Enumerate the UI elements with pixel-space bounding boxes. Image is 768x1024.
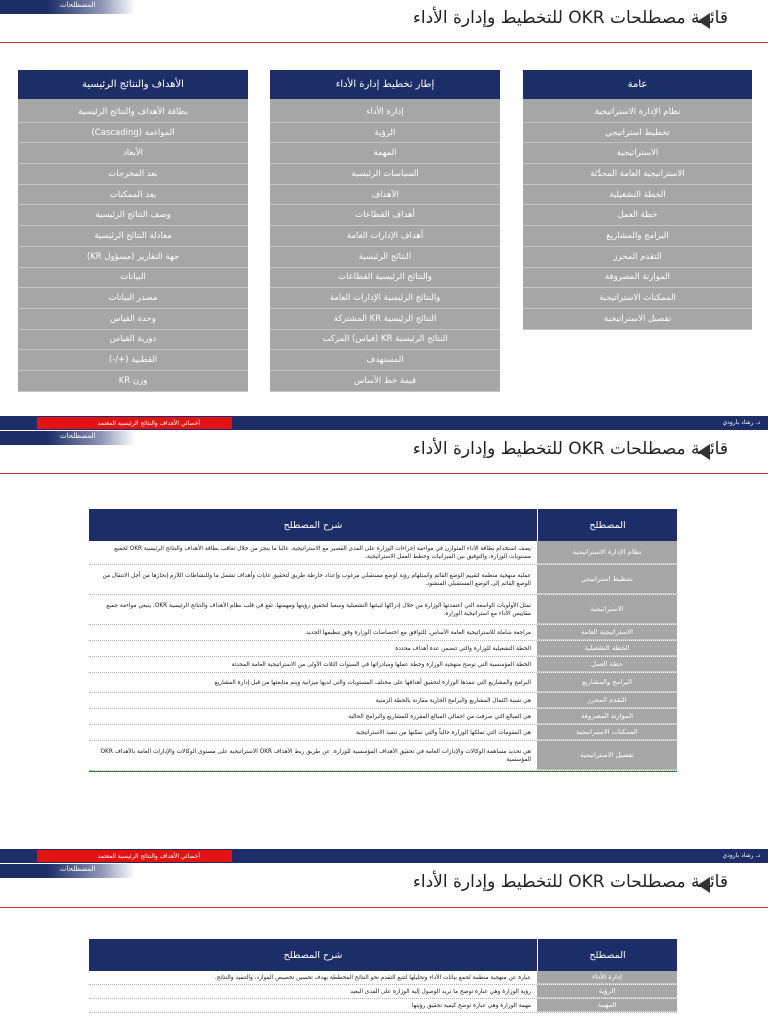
term-item: التقدم المحرز [523,247,752,268]
term-cell: تفصيل الاستراتيجية [537,741,677,770]
table-row [89,625,677,641]
column-body [270,99,500,392]
definition-text: البرامج والمشاريع التي تنفذها الوزارة لتحقيق أهدافها على مختلف المستويات والتي لديها ميزانية ويتم متابعتها من قبل إدارة المشاريع [214,679,531,686]
term-item: أهداف القطاعات [270,205,500,226]
column-header: عامة [523,70,752,99]
table-row [89,725,677,741]
term-item: وزن KR [18,371,248,392]
term-item: بطاقة الأهداف والنتائج الرئيسية [18,102,248,123]
term-item: مصدر البيانات [18,288,248,309]
title-divider [0,42,768,43]
term-item: النتائج الرئيسية KR (قياس) المركب [270,330,500,351]
definition-text: هي تحديد مساهمة الوكالات والإدارات العامة في تحقيق الأهداف المؤسسية للوزارة، عن طريق ربط الأهداف OKR الاستراتيجية على مستوى الوكالات والإدارات العامة بالأهداف OKR المؤسسية [100,748,531,763]
term-item: الموازنة المصروفة [523,268,752,289]
term-cell: خطة العمل [537,657,677,672]
term-item: قيمة خط الأساس [270,371,500,392]
definition-cell [89,725,537,740]
term-item: إدارة الأداء [270,102,500,123]
term-cell: المهمة [537,999,677,1012]
term-item: تخطيط استراتيجي [523,123,752,144]
term-cell: الموازنة المصروفة [537,709,677,724]
definition-cell [89,641,537,656]
term-cell: الخطة التشغيلية [537,641,677,656]
definition-cell [89,595,537,624]
table-row [89,541,677,565]
term-item: النتائج الرئيسية [270,247,500,268]
table-body [89,971,677,1013]
column-okr [18,70,248,392]
footer-course-label: أخصائي الأهداف والنتائج الرئيسية المعتمد [37,417,232,429]
term-item: خطة العمل [523,205,752,226]
definition-cell [89,709,537,724]
footer-bar [0,849,768,863]
term-item: الأبعاد [18,143,248,164]
slide-title: قائمة مصطلحات OKR للتخطيط وإدارة الأداء [412,439,728,459]
table-header [89,509,677,541]
term-item: معادلة النتائج الرئيسية [18,226,248,247]
term-item: النتائج الرئيسية KR المشتركة [270,309,500,330]
term-item: تفصيل الاستراتيجية [523,309,752,330]
table-header [89,939,677,971]
table-row [89,641,677,657]
definition-text: مهمة الوزارة وهي عبارة توضح كيفية تحقيق رؤيتها [411,1002,531,1009]
definition-text: عبارة عن منهجية منظمة لجمع بيانات الأداء وتحليلها لتتبع التقدم نحو النتائج المخططة بهدف تحسين تخصيص الموارد، والتنفيذ والنتائج. [214,974,531,981]
title-divider [0,907,768,908]
term-item: جهة التقارير (مسؤول KR) [18,247,248,268]
definition-cell [89,565,537,594]
column-general [523,70,752,330]
term-cell: الاستراتيجية العامة [537,625,677,640]
term-item: نظام الإدارة الاستراتيجية [523,102,752,123]
term-item: القطبية (+/-) [18,350,248,371]
deck-label: المصطلحات [60,1,96,9]
definition-header: شرح المصطلح [89,509,537,541]
term-header: المصطلح [537,939,677,971]
deck-label: المصطلحات [60,432,96,440]
play-arrow-icon [698,877,710,893]
term-item: دورية القياس [18,330,248,351]
term-cell: البرامج والمشاريع [537,673,677,692]
footer-bar [0,416,768,430]
slide-1 [0,0,768,413]
term-item: الاستراتيجية العامة المحدَّثة [523,164,752,185]
term-item: الأهداف [270,185,500,206]
deck-label: المصطلحات [60,865,96,873]
terms-table [89,939,677,1013]
definition-text: الخطة المؤسسية التي توضح منهجية الوزارة وخطة عملها ومبادراتها في السنوات الثلاث الأولى من الاستراتيجية العامة المحدثة [231,661,531,668]
term-cell: الرؤية [537,985,677,998]
table-row [89,595,677,625]
term-item: البرامج والمشاريع [523,226,752,247]
term-item: الممكنات الاستراتيجية [523,288,752,309]
play-arrow-icon [698,444,710,460]
definition-cell [89,657,537,672]
term-cell: إدارة الأداء [537,971,677,984]
term-header: المصطلح [537,509,677,541]
slide-title: قائمة مصطلحات OKR للتخطيط وإدارة الأداء [412,8,728,28]
footer-course-label: أخصائي الأهداف والنتائج الرئيسية المعتمد [37,850,232,862]
column-performance-framework [270,70,500,392]
table-row [89,657,677,673]
title-divider [0,473,768,474]
footer-author: د. رشاد بارودي [722,852,760,859]
table-row [89,999,677,1013]
table-row [89,985,677,999]
slide-3 [0,864,768,1024]
column-header: الأهداف والنتائج الرئيسية [18,70,248,99]
term-item: الاستراتيجية [523,143,752,164]
term-cell: تخطيط استراتيجي [537,565,677,594]
definition-header: شرح المصطلح [89,939,537,971]
definition-cell [89,693,537,708]
table-row [89,971,677,985]
term-item: الرؤية [270,123,500,144]
term-item: الخطة التشغيلية [523,185,752,206]
term-item: والنتائج الرئيسية القطاعات [270,268,500,289]
footer-author: د. رشاد بارودي [722,419,760,426]
definition-text: تمثل الأولويات الواسعة التي اعتمدتها الوزارة من خلال إدراكها لبيئتها التشغيلية وسعيا لتحقيق رؤيتها ومهمتها. تقع في قلب نظام الأهداف والنتائج الرئيسية OKR، ينبغي مواءمة جميع مقاييس الأداء مع استراتيجية الوزارة. [106,602,531,617]
play-arrow-icon [698,13,710,29]
term-item: المستهدف [270,350,500,371]
term-item: وحدة القياس [18,309,248,330]
term-item: بعد الممكنات [18,185,248,206]
term-cell: نظام الإدارة الاستراتيجية [537,541,677,564]
deck-label-strip [0,431,135,445]
term-item: المواءمة (Cascading) [18,123,248,144]
term-item: البيانات [18,268,248,289]
definition-cell [89,625,537,640]
column-body [18,99,248,392]
deck-label-strip [0,864,135,878]
column-header: إطار تخطيط إدارة الأداء [270,70,500,99]
slide-title: قائمة مصطلحات OKR للتخطيط وإدارة الأداء [412,872,728,892]
table-row [89,673,677,693]
deck-label-strip [0,0,135,14]
definition-cell [89,673,537,692]
term-cell: الممكنات الاستراتيجية [537,725,677,740]
column-body [523,99,752,330]
term-item: وصف النتائج الرئيسية [18,205,248,226]
term-item: أهداف الإدارات العامة [270,226,500,247]
slide-2 [0,431,768,843]
term-cell: التقدم المحرز [537,693,677,708]
table-row [89,741,677,771]
definition-cell [89,971,537,984]
definition-text: يصف استخدام بطاقة الأداء المتوازن في مواءمة إجراءات الوزارة على المدى القصير مع الاستراتيجية. غالبا ما ينجز من خلال تعاقب بطاقة الأهداف والنتائج الرئيسية OKR لجميع مستويات الوزارة، والتوفيق بين الميزانيات وخطط العمل الاستراتيجية. [114,545,531,560]
table-row [89,693,677,709]
definition-cell [89,985,537,998]
term-item: والنتائج الرئيسية الإدارات العامة [270,288,500,309]
definition-text: هي نسبة اكتمال المشاريع والبرامج الجارية مقارنة بالخطة الزمنية [375,697,531,704]
definition-text: هي المقومات التي تملكها الوزارة حالياً والتي تمكنها من تنفيذ الاستراتيجية [355,729,531,736]
definition-text: عملية منهجية منظمة لتقييم الوضع القائم واستلهام رؤية لوضع مستقبلي مرغوب وإعداد خارطة طريق لتحقيق غايات وأهداف تشمل ما وللنشاطات اللازم إنجازها من أجل الانتقال من الوضع القائم إلى الوضع المستقبلي المنشود. [102,572,531,587]
definition-text: هي المبالغ التي صرفت من اجمالي المبالغ المقررة للمشاريع والبرامج الحالية [348,713,531,720]
definition-text: مراجعة شاملة للاستراتيجية العامة الأساس، للتوافق مع اختصاصات الوزارة وفق تنظيمها الجديد [306,629,531,636]
definition-cell [89,999,537,1012]
definition-text: رؤية الوزارة وهي عبارة توضح ما تريد الوصول إليه الوزارة على المدى البعيد [350,988,531,995]
term-item: المهمة [270,143,500,164]
term-cell: الاستراتيجية [537,595,677,624]
table-row [89,565,677,595]
table-body [89,541,677,771]
table-row [89,709,677,725]
terms-table [89,509,677,772]
definition-text: الخطة التشغيلية للوزارة والتي تتضمن عدة أهداف محددة [395,645,531,652]
term-item: السياسات الرئيسية [270,164,500,185]
definition-cell [89,741,537,770]
definition-cell [89,541,537,564]
term-item: بعد المخرجات [18,164,248,185]
